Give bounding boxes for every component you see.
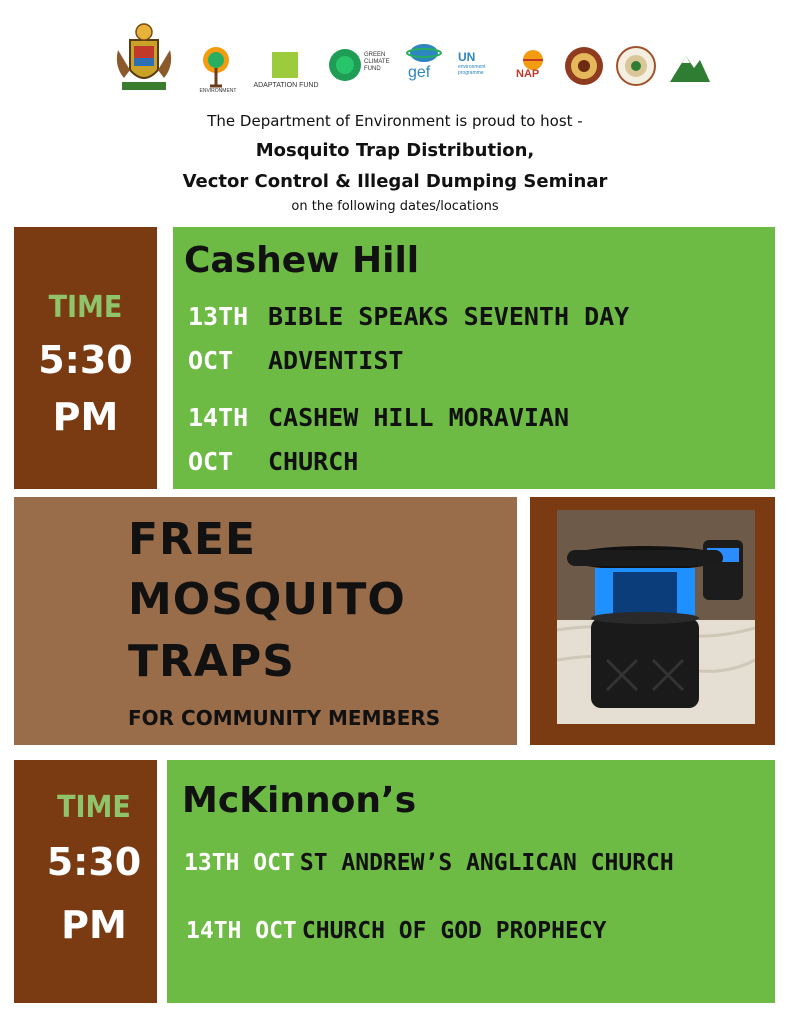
section2-event-2-venue: CHURCH OF GOD PROPHECY — [301, 918, 607, 944]
section2-event-1-venue: ST ANDREW’S ANGLICAN CHURCH — [299, 850, 674, 876]
environment-dept-logo-icon — [196, 44, 236, 96]
gcf-line-3: FUND — [364, 66, 381, 72]
section1-event-2-day: 14TH — [188, 403, 249, 432]
section2-time-label: TIME — [57, 790, 131, 825]
adaptation-fund-logo-text: ADAPTATION FUND — [253, 82, 319, 89]
nap-logo-icon — [514, 46, 552, 86]
section2-event-1 — [184, 850, 674, 876]
section1-time-value: 5:30 — [38, 338, 133, 382]
promo-line-2: MOSQUITO — [128, 574, 406, 625]
promo-line-1: FREE — [128, 514, 257, 565]
gcf-line-1: GREEN — [364, 52, 386, 58]
un-line-1: environment — [458, 64, 486, 70]
nap-text: NAP — [516, 68, 540, 80]
section1-time-block — [14, 287, 157, 443]
section2-event-2 — [186, 918, 607, 944]
gef-text: gef — [408, 64, 431, 81]
section1-event-1-month: OCT — [188, 346, 234, 375]
section1-event-1-venue-line-2: ADVENTIST — [268, 346, 404, 375]
event-subtitle: on the following dates/locations — [291, 199, 499, 214]
event-title-line-2: Vector Control & Illegal Dumping Seminar — [182, 171, 608, 192]
section2-time-value: 5:30 — [46, 840, 142, 884]
gef-logo-icon — [404, 42, 444, 90]
section2-time-block — [14, 786, 174, 956]
section1-event-1-day: 13TH — [188, 302, 249, 331]
section1-event-1-venue-line-1: BIBLE SPEAKS SEVENTH DAY — [268, 302, 630, 331]
mosquito-trap-photo — [557, 510, 755, 724]
section2-time-ampm: PM — [61, 903, 127, 947]
section1-event-2-month: OCT — [188, 447, 234, 476]
section2-event-2-date: 14TH OCT — [186, 918, 297, 944]
section1-time-label: TIME — [48, 290, 123, 325]
promo-line-3: TRAPS — [128, 636, 295, 687]
gcf-line-2: CLIMATE — [364, 59, 390, 65]
un-line-2: programme — [458, 70, 484, 76]
adaptation-fund-logo-icon — [250, 52, 322, 92]
un-text: UN — [458, 50, 476, 64]
green-climate-fund-logo-icon — [328, 44, 400, 88]
environment-logo-text: ENVIRONMENT — [199, 88, 237, 94]
section1-time-ampm: PM — [52, 395, 119, 439]
seal-logo-icon-1 — [564, 46, 604, 86]
section1-event-2-venue-line-2: CHURCH — [268, 447, 359, 476]
section1-location-title: Cashew Hill — [184, 240, 420, 281]
sponsor-logos — [0, 18, 790, 98]
section1-event-2-venue-line-1: CASHEW HILL MORAVIAN — [268, 403, 570, 432]
promo-subline: FOR COMMUNITY MEMBERS — [128, 706, 441, 730]
un-environment-logo-icon — [458, 50, 502, 84]
intro-text: The Department of Environment is proud to host - — [207, 112, 583, 130]
section2-location-title: McKinnon’s — [182, 780, 417, 821]
seal-logo-icon-2 — [616, 46, 656, 86]
coat-of-arms-icon — [112, 20, 176, 94]
mountain-logo-icon — [668, 48, 712, 86]
event-title-line-1: Mosquito Trap Distribution, — [255, 140, 535, 161]
section2-event-1-date: 13TH OCT — [184, 850, 295, 876]
